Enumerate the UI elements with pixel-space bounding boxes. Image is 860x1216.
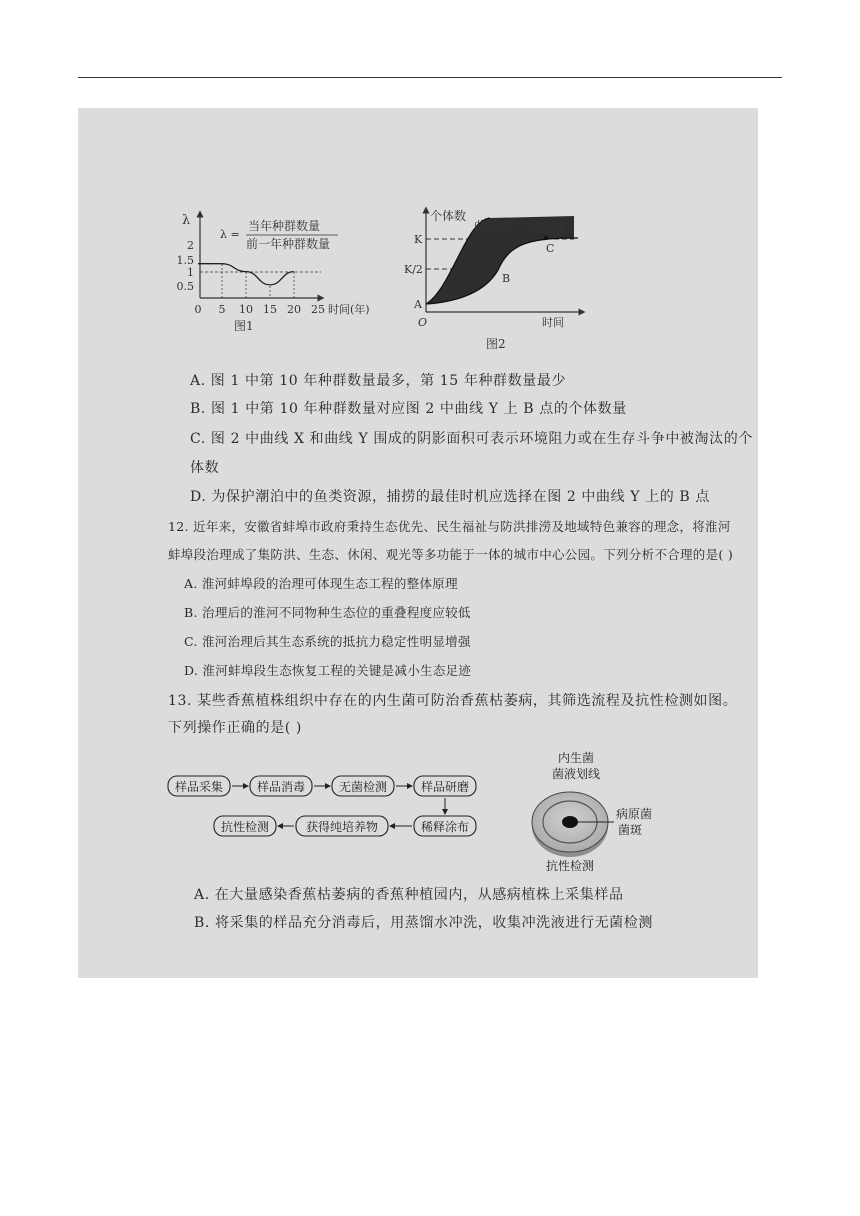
fig2-point-b: B bbox=[502, 272, 511, 285]
svg-text:抗性检测: 抗性检测 bbox=[220, 820, 270, 834]
figure-2 bbox=[404, 202, 594, 352]
fig1-x-tick-25: 25 bbox=[311, 303, 325, 316]
fig1-y-tick-0.5: 0.5 bbox=[176, 280, 194, 293]
fig1-x-axis-label: 时间(年) bbox=[328, 303, 370, 316]
fig1-formula-numerator: 当年种群数量 bbox=[248, 219, 321, 233]
fig2-y-axis-label: 个体数 bbox=[430, 209, 467, 223]
svg-text:样品采集: 样品采集 bbox=[174, 780, 224, 794]
fig1-caption: 图1 bbox=[234, 319, 254, 333]
q11-option-b: B. 图 1 中第 10 年种群数量对应图 2 中曲线 Y 上 B 点的个体数量 bbox=[190, 401, 627, 417]
fig1-x-tick-5: 5 bbox=[218, 303, 226, 316]
fig1-formula-denominator: 前一年种群数量 bbox=[246, 237, 331, 251]
fig1-y-tick-1: 1 bbox=[187, 266, 194, 279]
fig1-x-tick-0: 0 bbox=[194, 303, 202, 316]
flow-step-dilution-plating bbox=[414, 816, 476, 836]
fig1-y-axis-label: λ bbox=[182, 213, 191, 228]
q13-option-a: A. 在大量感染香蕉枯萎病的香蕉种植园内，从感病植株上采集样品 bbox=[194, 887, 624, 903]
q13-stem-line2: 下列操作正确的是( ) bbox=[168, 720, 302, 736]
fig2-curve-x-label: 曲线X bbox=[474, 219, 507, 233]
fig1-x-tick-15: 15 bbox=[263, 303, 277, 316]
dish-label-endophyte: 内生菌 bbox=[557, 751, 595, 765]
fig1-y-ticks bbox=[177, 239, 195, 293]
q11-option-d: D. 为保护潮泊中的鱼类资源，捕捞的最佳时机应选择在图 2 中曲线 Y 上的 B 点 bbox=[190, 489, 710, 505]
flow-step-sterility-test bbox=[332, 776, 394, 796]
flow-step-sample-collection bbox=[168, 776, 230, 796]
dish-label-plaque: 菌斑 bbox=[618, 823, 643, 837]
fig1-x-ticks bbox=[195, 303, 326, 316]
fig2-x-axis-label: 时间 bbox=[542, 316, 564, 329]
svg-text:稀释涂布: 稀释涂布 bbox=[420, 820, 470, 834]
q12-option-d: D. 淮河蚌埠段生态恢复工程的关键是减小生态足迹 bbox=[184, 663, 472, 678]
q11-option-a: A. 图 1 中第 10 年种群数量最多，第 15 年种群数量最少 bbox=[190, 373, 567, 389]
screening-flow-diagram bbox=[166, 748, 666, 878]
svg-text:无菌检测: 无菌检测 bbox=[338, 780, 388, 794]
q11-option-c-line1: C. 图 2 中曲线 X 和曲线 Y 围成的阴影面积可表示环境阻力或在生存斗争中被淘汰的个 bbox=[190, 431, 753, 447]
fig1-y-tick-1.5: 1.5 bbox=[176, 254, 194, 267]
q12-stem-line2: 蚌埠段治理成了集防洪、生态、休闲、观光等多功能于一体的城市中心公园。下列分析不合理的是( ) bbox=[168, 547, 734, 562]
dish-label-resistance-test: 抗性检测 bbox=[545, 859, 595, 873]
svg-text:样品研磨: 样品研磨 bbox=[420, 780, 470, 794]
svg-text:获得纯培养物: 获得纯培养物 bbox=[305, 820, 379, 834]
fig2-point-a: A bbox=[414, 298, 422, 311]
fig2-point-c: C bbox=[546, 242, 555, 255]
fig2-caption: 图2 bbox=[486, 337, 506, 351]
flow-step-sample-grinding bbox=[414, 776, 476, 796]
fig2-k-label: K bbox=[414, 233, 423, 246]
svg-text:样品消毒: 样品消毒 bbox=[256, 780, 306, 794]
dish-label-streak: 菌液划线 bbox=[551, 767, 601, 781]
fig1-x-tick-20: 20 bbox=[287, 303, 301, 316]
flow-step-sample-disinfection bbox=[250, 776, 312, 796]
scanned-page bbox=[78, 108, 758, 978]
flow-step-pure-culture bbox=[296, 816, 388, 836]
fig1-x-drop-lines bbox=[222, 264, 294, 298]
pathogen-colony bbox=[562, 816, 578, 828]
dish-label-pathogen: 病原菌 bbox=[616, 807, 653, 821]
figure-1 bbox=[176, 208, 421, 348]
q12-option-a: A. 淮河蚌埠段的治理可体现生态工程的整体原理 bbox=[184, 576, 458, 591]
fig2-point-c-marker bbox=[544, 236, 548, 240]
q13-option-b: B. 将采集的样品充分消毒后，用蒸馏水冲洗，收集冲洗液进行无菌检测 bbox=[194, 915, 653, 931]
header-rule bbox=[78, 77, 782, 78]
fig1-y-tick-2: 2 bbox=[187, 239, 194, 252]
flow-step-resistance-test bbox=[214, 816, 276, 836]
fig2-k2-label: K/2 bbox=[404, 263, 423, 276]
fig1-formula-lhs: λ = bbox=[220, 228, 240, 241]
q11-option-c-line2: 体数 bbox=[190, 460, 220, 476]
q13-stem-line1: 13. 某些香蕉植株组织中存在的内生菌可防治香蕉枯萎病，其筛选流程及抗性检测如图。 bbox=[168, 693, 738, 709]
q12-stem-line1: 12. 近年来，安徽省蚌埠市政府秉持生态优先、民生福祉与防洪排涝及地域特色兼容的理念，将淮河 bbox=[168, 519, 731, 534]
fig2-origin: O bbox=[418, 316, 428, 329]
petri-dish bbox=[532, 792, 614, 857]
fig1-x-tick-10: 10 bbox=[239, 303, 253, 316]
q12-option-c: C. 淮河治理后其生态系统的抵抗力稳定性明显增强 bbox=[184, 634, 471, 649]
fig2-curve-y-label: 曲线Y bbox=[534, 221, 566, 235]
q12-option-b: B. 治理后的淮河不同物种生态位的重叠程度应较低 bbox=[184, 605, 471, 620]
